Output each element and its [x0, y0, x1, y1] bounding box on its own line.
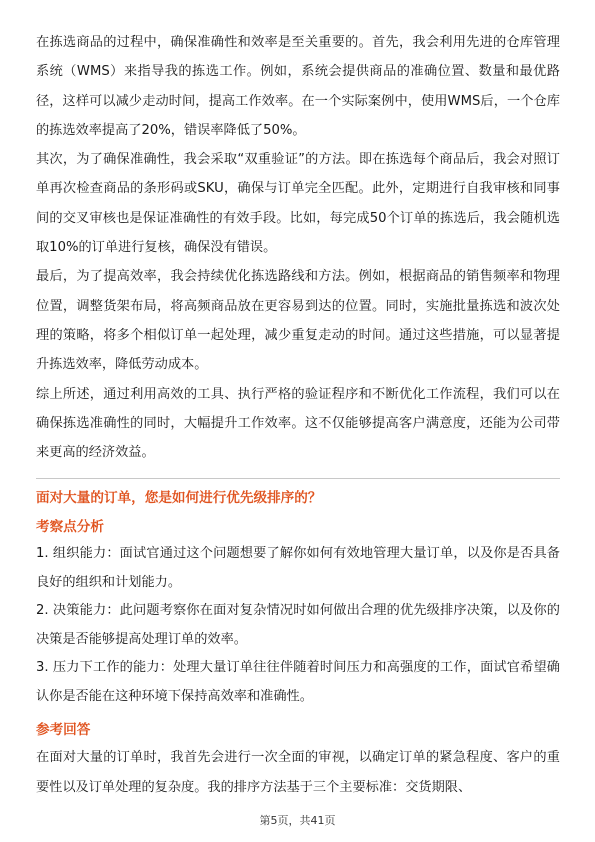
analysis-list — [36, 540, 560, 711]
analysis-item: 2. 决策能力：此问题考察你在面对复杂情况时如何做出合理的优先级排序决策，以及你的决策是否能够提高处理订单的效率。 — [36, 603, 560, 647]
analysis-item: 1. 组织能力：面试官通过这个问题想要了解你如何有效地管理大量订单，以及你是否具备良好的组织和计划能力。 — [36, 546, 560, 590]
section-divider — [36, 478, 560, 479]
analysis-item: 3. 压力下工作的能力：处理大量订单往往伴随着时间压力和高强度的工作，面试官希望确认你是否能在这种环境下保持高效率和准确性。 — [36, 660, 560, 704]
reference-paragraph: 在面对大量的订单时，我首先会进行一次全面的审视，以确定订单的紧急程度、客户的重要性以及订单处理的复杂度。我的排序方法基于三个主要标准：交货期限、 — [36, 750, 560, 795]
page-content — [36, 28, 560, 802]
answer-paragraph: 其次，为了确保准确性，我会采取“双重验证”的方法。即在拣选每个商品后，我会对照订单再次检查商品的条形码或SKU，确保与订单完全匹配。此外，定期进行自我审核和同事间的交叉审核也是保证准确性的有效手段。比如，每完成50个订单的拣选后，我会随机选取10%的订单进行复核，确保没有错误。 — [36, 152, 560, 256]
analysis-heading: 考察点分析 — [36, 519, 104, 536]
answer-paragraph: 最后，为了提高效率，我会持续优化拣选路线和方法。例如，根据商品的销售频率和物理位置，调整货架布局，将高频商品放在更容易到达的位置。同时，实施批量拣选和波次处理的策略，将多个相似订单一起处理，减少重复走动的时间。通过这些措施，可以显著提升拣选效率，降低劳动成本。 — [36, 269, 560, 373]
question-title: 面对大量的订单，您是如何进行优先级排序的？ — [36, 490, 322, 507]
answer-paragraph: 综上所述，通过利用高效的工具、执行严格的验证程序和不断优化工作流程，我们可以在确保拣选准确性的同时，大幅提升工作效率。这不仅能够提高客户满意度，还能为公司带来更高的经济效益。 — [36, 386, 560, 461]
page-footer: 第5页，共41页 — [259, 814, 336, 827]
reference-heading: 参考回答 — [36, 722, 91, 739]
answer-paragraph: 在拣选商品的过程中，确保准确性和效率是至关重要的。首先，我会利用先进的仓库管理系统（WMS）来指导我的拣选工作。例如，系统会提供商品的准确位置、数量和最优路径，这样可以减少走动时间，提高工作效率。在一个实际案例中，使用WMS后，一个仓库的拣选效率提高了20%，错误率降低了50%。 — [36, 35, 560, 138]
